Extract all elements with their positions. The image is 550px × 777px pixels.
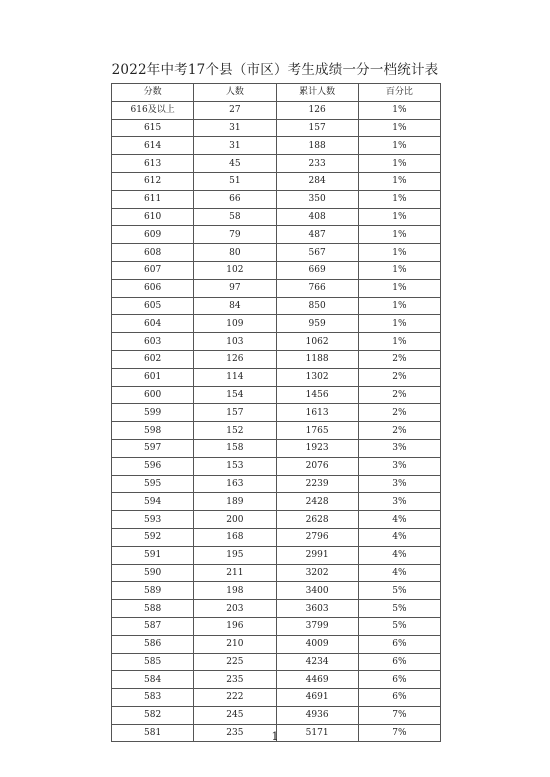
cumulative-cell: 188 xyxy=(276,137,358,155)
score-cell: 589 xyxy=(112,582,194,600)
count-cell: 154 xyxy=(194,386,276,404)
percent-cell: 5% xyxy=(358,600,440,618)
table-row xyxy=(112,617,441,635)
count-cell: 31 xyxy=(194,137,276,155)
score-cell: 594 xyxy=(112,493,194,511)
cumulative-cell: 1456 xyxy=(276,386,358,404)
score-cell: 608 xyxy=(112,244,194,262)
cumulative-cell: 669 xyxy=(276,261,358,279)
score-cell: 590 xyxy=(112,564,194,582)
percent-cell: 3% xyxy=(358,439,440,457)
count-cell: 189 xyxy=(194,493,276,511)
percent-cell: 4% xyxy=(358,511,440,529)
percent-cell: 1% xyxy=(358,297,440,315)
cumulative-cell: 959 xyxy=(276,315,358,333)
score-cell: 611 xyxy=(112,190,194,208)
score-cell: 605 xyxy=(112,297,194,315)
score-cell: 616及以上 xyxy=(112,101,194,119)
percent-cell: 1% xyxy=(358,155,440,173)
count-cell: 222 xyxy=(194,689,276,707)
count-cell: 97 xyxy=(194,279,276,297)
table-row xyxy=(112,119,441,137)
percent-cell: 4% xyxy=(358,528,440,546)
cumulative-cell: 766 xyxy=(276,279,358,297)
percent-cell: 6% xyxy=(358,689,440,707)
table-row xyxy=(112,404,441,422)
count-cell: 27 xyxy=(194,101,276,119)
cumulative-cell: 850 xyxy=(276,297,358,315)
count-cell: 163 xyxy=(194,475,276,493)
count-cell: 109 xyxy=(194,315,276,333)
count-cell: 195 xyxy=(194,546,276,564)
percent-cell: 1% xyxy=(358,315,440,333)
score-cell: 587 xyxy=(112,617,194,635)
score-cell: 583 xyxy=(112,689,194,707)
count-cell: 245 xyxy=(194,706,276,724)
score-cell: 581 xyxy=(112,724,194,742)
header-percent: 百分比 xyxy=(358,84,440,102)
count-cell: 196 xyxy=(194,617,276,635)
cumulative-cell: 126 xyxy=(276,101,358,119)
percent-cell: 1% xyxy=(358,101,440,119)
percent-cell: 1% xyxy=(358,333,440,351)
count-cell: 84 xyxy=(194,297,276,315)
cumulative-cell: 4691 xyxy=(276,689,358,707)
table-row xyxy=(112,350,441,368)
score-cell: 598 xyxy=(112,422,194,440)
score-cell: 595 xyxy=(112,475,194,493)
percent-cell: 2% xyxy=(358,368,440,386)
score-cell: 597 xyxy=(112,439,194,457)
table-header-row xyxy=(112,84,441,102)
score-cell: 599 xyxy=(112,404,194,422)
table-row xyxy=(112,101,441,119)
cumulative-cell: 3400 xyxy=(276,582,358,600)
score-cell: 596 xyxy=(112,457,194,475)
score-cell: 614 xyxy=(112,137,194,155)
cumulative-cell: 4234 xyxy=(276,653,358,671)
count-cell: 103 xyxy=(194,333,276,351)
cumulative-cell: 487 xyxy=(276,226,358,244)
score-cell: 591 xyxy=(112,546,194,564)
table-row xyxy=(112,528,441,546)
score-cell: 593 xyxy=(112,511,194,529)
score-cell: 613 xyxy=(112,155,194,173)
score-cell: 604 xyxy=(112,315,194,333)
table-row xyxy=(112,244,441,262)
table-row xyxy=(112,422,441,440)
score-cell: 606 xyxy=(112,279,194,297)
count-cell: 157 xyxy=(194,404,276,422)
cumulative-cell: 567 xyxy=(276,244,358,262)
count-cell: 153 xyxy=(194,457,276,475)
score-cell: 592 xyxy=(112,528,194,546)
percent-cell: 1% xyxy=(358,119,440,137)
table-row xyxy=(112,439,441,457)
table-row xyxy=(112,155,441,173)
count-cell: 114 xyxy=(194,368,276,386)
table-row xyxy=(112,226,441,244)
count-cell: 126 xyxy=(194,350,276,368)
count-cell: 51 xyxy=(194,172,276,190)
percent-cell: 3% xyxy=(358,475,440,493)
count-cell: 66 xyxy=(194,190,276,208)
cumulative-cell: 1302 xyxy=(276,368,358,386)
table-row xyxy=(112,493,441,511)
cumulative-cell: 3603 xyxy=(276,600,358,618)
percent-cell: 1% xyxy=(358,137,440,155)
table-row xyxy=(112,172,441,190)
score-cell: 588 xyxy=(112,600,194,618)
table-row xyxy=(112,368,441,386)
percent-cell: 6% xyxy=(358,671,440,689)
percent-cell: 6% xyxy=(358,653,440,671)
score-cell: 610 xyxy=(112,208,194,226)
count-cell: 200 xyxy=(194,511,276,529)
cumulative-cell: 4936 xyxy=(276,706,358,724)
score-cell: 609 xyxy=(112,226,194,244)
score-cell: 607 xyxy=(112,261,194,279)
table-row xyxy=(112,333,441,351)
table-row xyxy=(112,261,441,279)
count-cell: 198 xyxy=(194,582,276,600)
table-row xyxy=(112,582,441,600)
score-cell: 602 xyxy=(112,350,194,368)
table-row xyxy=(112,386,441,404)
header-count: 人数 xyxy=(194,84,276,102)
header-score: 分数 xyxy=(112,84,194,102)
percent-cell: 6% xyxy=(358,635,440,653)
score-cell: 586 xyxy=(112,635,194,653)
cumulative-cell: 2076 xyxy=(276,457,358,475)
table-row xyxy=(112,511,441,529)
percent-cell: 2% xyxy=(358,422,440,440)
cumulative-cell: 1188 xyxy=(276,350,358,368)
percent-cell: 1% xyxy=(358,244,440,262)
table-row xyxy=(112,137,441,155)
count-cell: 211 xyxy=(194,564,276,582)
percent-cell: 1% xyxy=(358,190,440,208)
table-row xyxy=(112,671,441,689)
header-cumulative: 累计人数 xyxy=(276,84,358,102)
count-cell: 168 xyxy=(194,528,276,546)
table-row xyxy=(112,190,441,208)
score-cell: 603 xyxy=(112,333,194,351)
percent-cell: 4% xyxy=(358,546,440,564)
cumulative-cell: 233 xyxy=(276,155,358,173)
count-cell: 210 xyxy=(194,635,276,653)
table-row xyxy=(112,600,441,618)
count-cell: 80 xyxy=(194,244,276,262)
table-row xyxy=(112,653,441,671)
cumulative-cell: 2796 xyxy=(276,528,358,546)
count-cell: 235 xyxy=(194,671,276,689)
score-cell: 601 xyxy=(112,368,194,386)
count-cell: 158 xyxy=(194,439,276,457)
cumulative-cell: 2991 xyxy=(276,546,358,564)
percent-cell: 5% xyxy=(358,617,440,635)
document-title: 2022年中考17个县（市区）考生成绩一分一档统计表 xyxy=(111,62,439,78)
percent-cell: 2% xyxy=(358,404,440,422)
score-cell: 612 xyxy=(112,172,194,190)
cumulative-cell: 2239 xyxy=(276,475,358,493)
count-cell: 45 xyxy=(194,155,276,173)
percent-cell: 1% xyxy=(358,208,440,226)
table-row xyxy=(112,457,441,475)
count-cell: 31 xyxy=(194,119,276,137)
score-statistics-table xyxy=(111,83,441,742)
percent-cell: 5% xyxy=(358,582,440,600)
percent-cell: 7% xyxy=(358,706,440,724)
table-row xyxy=(112,635,441,653)
count-cell: 79 xyxy=(194,226,276,244)
cumulative-cell: 4469 xyxy=(276,671,358,689)
percent-cell: 1% xyxy=(358,279,440,297)
percent-cell: 4% xyxy=(358,564,440,582)
percent-cell: 3% xyxy=(358,493,440,511)
table-row xyxy=(112,279,441,297)
percent-cell: 1% xyxy=(358,172,440,190)
table-body xyxy=(112,101,441,742)
cumulative-cell: 157 xyxy=(276,119,358,137)
score-cell: 615 xyxy=(112,119,194,137)
percent-cell: 2% xyxy=(358,350,440,368)
count-cell: 225 xyxy=(194,653,276,671)
score-cell: 582 xyxy=(112,706,194,724)
score-cell: 585 xyxy=(112,653,194,671)
count-cell: 203 xyxy=(194,600,276,618)
count-cell: 235 xyxy=(194,724,276,742)
table-row xyxy=(112,315,441,333)
table-row xyxy=(112,546,441,564)
table-row xyxy=(112,689,441,707)
score-cell: 584 xyxy=(112,671,194,689)
count-cell: 152 xyxy=(194,422,276,440)
count-cell: 58 xyxy=(194,208,276,226)
cumulative-cell: 3202 xyxy=(276,564,358,582)
cumulative-cell: 2428 xyxy=(276,493,358,511)
cumulative-cell: 1613 xyxy=(276,404,358,422)
table-row xyxy=(112,706,441,724)
table-row xyxy=(112,564,441,582)
cumulative-cell: 1923 xyxy=(276,439,358,457)
percent-cell: 2% xyxy=(358,386,440,404)
cumulative-cell: 350 xyxy=(276,190,358,208)
cumulative-cell: 4009 xyxy=(276,635,358,653)
cumulative-cell: 2628 xyxy=(276,511,358,529)
cumulative-cell: 284 xyxy=(276,172,358,190)
score-cell: 600 xyxy=(112,386,194,404)
cumulative-cell: 1062 xyxy=(276,333,358,351)
cumulative-cell: 1765 xyxy=(276,422,358,440)
count-cell: 102 xyxy=(194,261,276,279)
table-row xyxy=(112,208,441,226)
table-row xyxy=(112,475,441,493)
page-number: 1 xyxy=(271,730,279,743)
cumulative-cell: 5171 xyxy=(276,724,358,742)
table-row xyxy=(112,297,441,315)
percent-cell: 7% xyxy=(358,724,440,742)
percent-cell: 1% xyxy=(358,261,440,279)
percent-cell: 3% xyxy=(358,457,440,475)
percent-cell: 1% xyxy=(358,226,440,244)
cumulative-cell: 408 xyxy=(276,208,358,226)
cumulative-cell: 3799 xyxy=(276,617,358,635)
